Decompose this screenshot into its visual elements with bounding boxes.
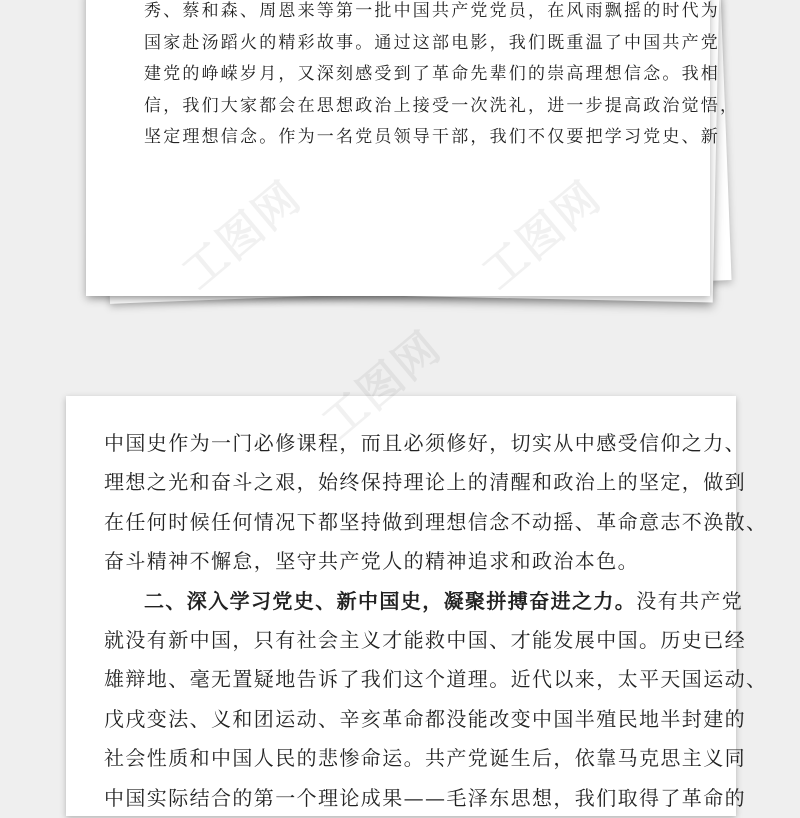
text-line: 雄辩地、毫无置疑地告诉了我们这个道理。近代以来，太平天国运动、 xyxy=(104,667,768,692)
top-page-text xyxy=(144,0,740,154)
bottom-page-text xyxy=(104,424,768,818)
text-line: 戊戌变法、义和团运动、辛亥革命都没能改变中国半殖民地半封建的 xyxy=(104,706,746,731)
watermark-text: 工图网 xyxy=(312,321,452,450)
text-line: 国家赴汤蹈火的精彩故事。通过这部电影，我们既重温了中国共产党 xyxy=(144,32,720,53)
heading-continuation: 没有共产党 xyxy=(636,588,744,613)
text-line: 建党的峥嵘岁月，又深刻感受到了革命先辈们的崇高理想信念。我相 xyxy=(144,64,720,84)
text-line: 就没有新中国，只有社会主义才能救中国、才能发展中国。历史已经 xyxy=(104,628,746,653)
text-line: 奋斗精神不懈怠，坚守共产党人的精神追求和政治本色。 xyxy=(104,549,639,574)
text-line: 在任何时候任何情况下都坚持做到理想信念不动摇、革命意志不涣散、 xyxy=(104,509,768,534)
text-line: 中国史作为一门必修课程，而且必须修好，切实从中感受信仰之力、 xyxy=(104,431,746,455)
section-heading-line xyxy=(104,582,744,621)
section-heading: 二、深入学习党史、新中国史，凝聚拼搏奋进之力。 xyxy=(144,588,637,613)
text-line: 理想之光和奋斗之艰，始终保持理论上的清醒和政治上的坚定，做到 xyxy=(104,470,746,495)
text-line: 社会性质和中国人民的悲惨命运。共产党诞生后，依靠马克思主义同 xyxy=(104,746,746,771)
text-line: 信，我们大家都会在思想政治上接受一次洗礼，进一步提高政治觉悟， xyxy=(144,95,740,116)
text-line: 坚定理想信念。作为一名党员领导干部，我们不仅要把学习党史、新 xyxy=(144,127,720,147)
text-line: 中国实际结合的第一个理论成果——毛泽东思想，我们取得了革命的 xyxy=(104,785,746,810)
text-line: 秀、蔡和森、周恩来等第一批中国共产党党员，在风雨飘摇的时代为 xyxy=(144,1,720,21)
